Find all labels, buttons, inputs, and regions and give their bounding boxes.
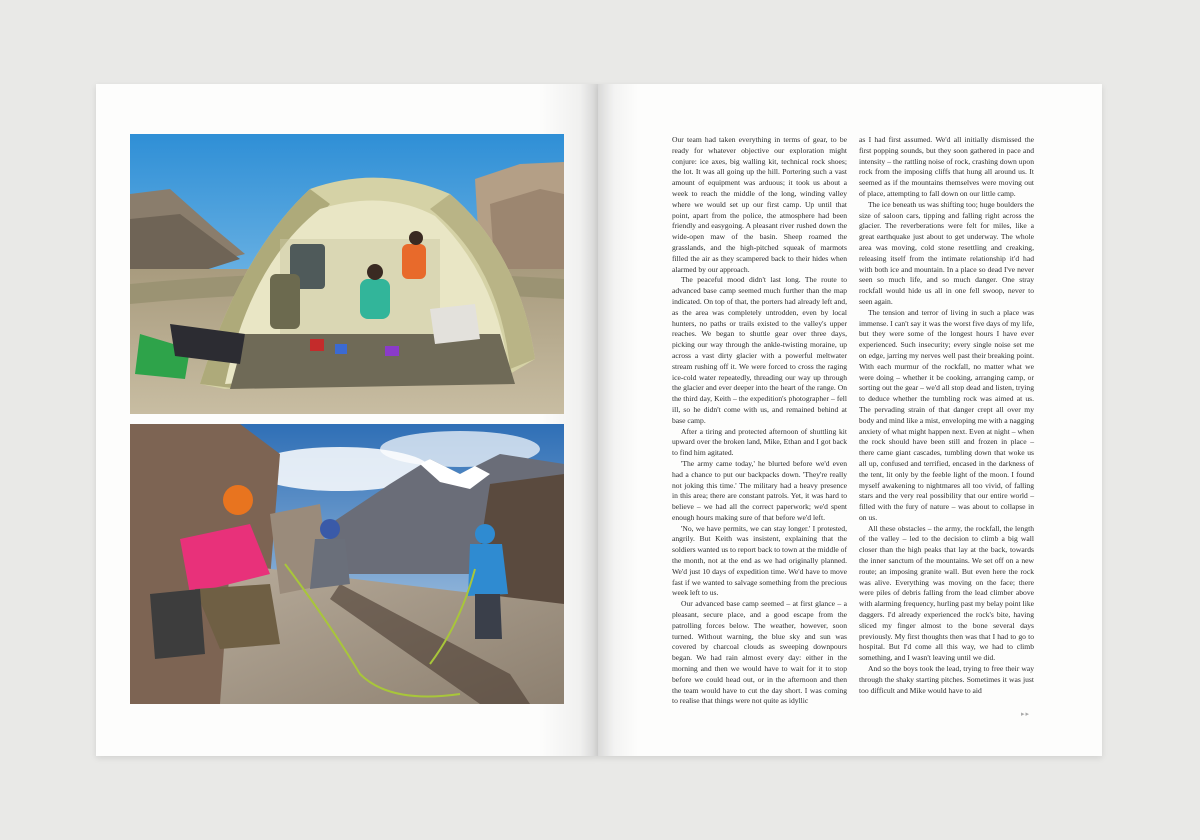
- paragraph: The tension and terror of living in such a place was immense. I can't say it was the worst five days of my life, but they were some of the longest hours I have ever experienced. Such insecurity; every single noise set me on edge, jarring my nerves well past their breaking point. With each murmur of the rockfall, no matter what we were doing – whether it be cooking, arranging camp, or sorting out the gear – we'd all stop dead and listen, trying to deduce whether the tumbling rock was aimed at us. The pervading strain of that danger crept all over my body and mind like a mist, enveloping me with a nagging anxiety of what might happen next. Even at night – when the rock should have been still and frozen in place – there came giant cascades, tumbling down that woke us all up, confused and terrified, encased in the darkness of the tent, lit only by the feeble light of the moon. I found myself awakening to nightmares all too vivid, of falling stars and the very real possibility that our entire world – filled with the fury of nature – was about to collapse in on us.: [859, 307, 1034, 522]
- paragraph: And so the boys took the lead, trying to free their way through the shaky starting pitches. Sometimes it was just too difficult and Mike would have to aid: [859, 664, 1034, 695]
- article-column-1: [672, 135, 847, 707]
- gutter-shadow-right: [598, 84, 638, 756]
- tent-photo-graphic: [130, 134, 564, 414]
- magazine-spread: [96, 84, 1102, 756]
- paragraph: as I had first assumed. We'd all initially dismissed the first popping sounds, but they soon gathered in pace and intensity – the rattling noise of rock, crashing down upon rock from the imposing cliffs that hung all around us. It seemed as if the mountains themselves were moving out of place, attempting to fall down on our little camp.: [859, 135, 1034, 198]
- left-page: [96, 84, 598, 756]
- right-page: [598, 84, 1102, 756]
- paragraph: All these obstacles – the army, the rockfall, the length of the valley – led to the decision to climb a big wall closer than the high peaks that lay at the back, towards the inner sanctum of the mountains. We set off on a new route; an imposing granite wall. But even here the rock was alive. Everything was moving on the face; there were piles of debris falling from the lead climber above with alarming frequency, hurling past my belay point like daggers. I'd already experienced the rock's bite, having sliced my finger almost to the bone several days previously. My first thoughts then was that I had to go to hospital. But I'd come all this way, we had to climb something, and I wasn't leaving until we did.: [859, 523, 1034, 663]
- paragraph: Our advanced base camp seemed – at first glance – a pleasant, secure place, and a good escape from the patrolling forces below. The weather, however, soon turned. Without warning, the blue sky and sun was covered by charcoal clouds as sweeping downpours began. We had rain almost every day: either in the morning and then we would have to wait for it to stop before we could head out, or in the afternoon and then the team would have to cut the day short. I was coming to realise that things were not quite as idyllic: [672, 599, 847, 706]
- climbers-photo-graphic: [130, 424, 564, 704]
- paragraph: After a tiring and protected afternoon of shuttling kit upward over the broken land, Mike, Ethan and I got back to find him agitated.: [672, 426, 847, 458]
- paragraph: 'The army came today,' he blurted before we'd even had a chance to put our backpacks down. 'They're really not joking this time.' The military had a heavy presence in this area; there are constant patrols. Yet, it was hard to believe – we had all the correct paperwork; we'd spent enough hours making sure of that before we'd left.: [672, 458, 847, 522]
- continue-arrows-icon: ▸▸: [1021, 710, 1031, 718]
- photo-climbers-belay: [130, 424, 564, 704]
- paragraph: The peaceful mood didn't last long. The route to advanced base camp seemed much further than the map indicated. On top of that, the porters had already left and, as the area was completely untrodden, even by local hunters, no paths or trails existed to the valley's upper reaches. We began to shuttle gear over three days, picking our way through the ankle-twisting moraine, up across a vast dirty glacier with a powerful meltwater stream rushing off it. We were forced to cross the raging ice-cold water repeatedly, threading our way up through the glacier and ever deeper into the heart of the range. On the third day, Keith – the expedition's photographer – fell ill, so he didn't come with us, and remained behind at base camp.: [672, 275, 847, 425]
- article-column-2: [859, 135, 1034, 696]
- paragraph: The ice beneath us was shifting too; huge boulders the size of saloon cars, tipping and falling right across the glacier. The reverberations were felt for miles, like a great earthquake just about to get underway. The whole area was moving, cold stone resettling and creaking, releasing itself from the intimate relationship it'd had with both ice and mountain. In a place so dead I've never seen so much life, and so much danger. One stray rockfall would hide us all in one fell swoop, never to seen again.: [859, 199, 1034, 306]
- paragraph: 'No, we have permits, we can stay longer.' I protested, angrily. But Keith was insistent, explaining that the soldiers wanted us to report back to town at the middle of the month, not at the end as we had originally planned. We'd just 10 days of expedition time. We'd have to move fast if we wanted to salvage something from the precious week left to us.: [672, 523, 847, 598]
- photo-base-camp-tent: [130, 134, 564, 414]
- paragraph: Our team had taken everything in terms of gear, to be ready for whatever objective our exploration might conjure: ice axes, big walling kit, technical rock shoes; the lot. It was all going up the hill. Portering such a vast amount of equipment was arduous; it took us about a week to reach the middle of the long, winding valley where we would set up our first camp. Up until that point, apart from the police, the atmosphere had been friendly and easygoing. A pleasant river rushed down the wide-open maw of the basin. Sheep roamed the grasslands, and the high-pitched squeak of marmots filled the air as they scampered back to their hides when alarmed by our approach.: [672, 135, 847, 274]
